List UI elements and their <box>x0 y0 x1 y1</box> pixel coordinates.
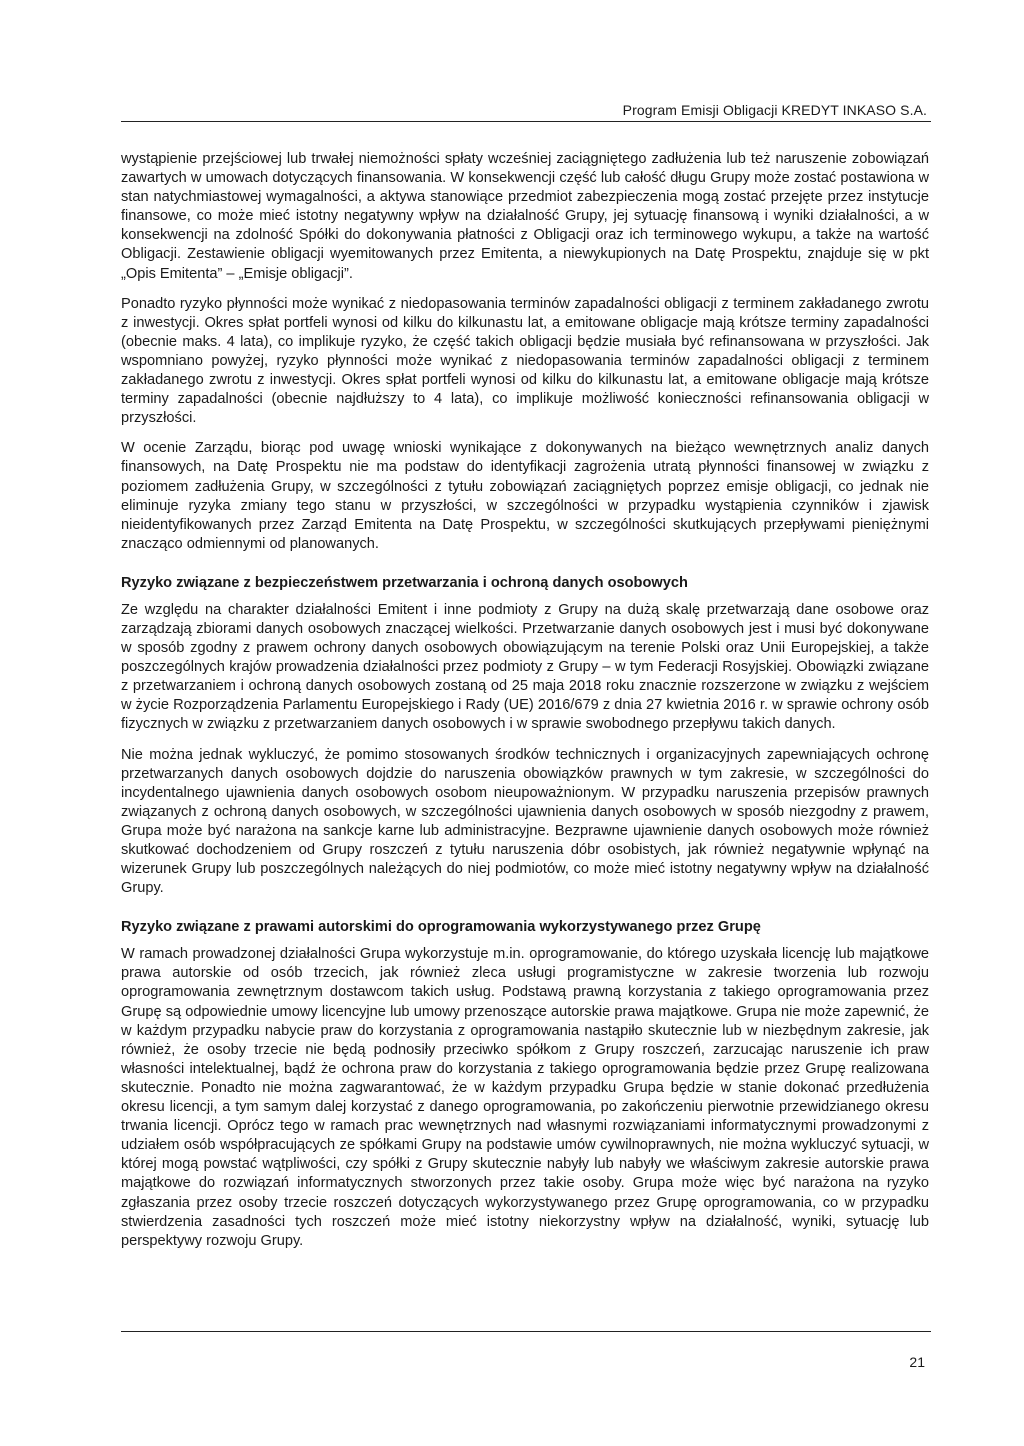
paragraph-management-assessment: W ocenie Zarządu, biorąc pod uwagę wnioski wynikające z dokonywanych na bieżąco wewnętrznych analiz danych finansowych, na Datę Prospektu nie ma podstaw do identyfikacji zagrożenia utratą płynności finansowej w związku z poziomem zadłużenia Grupy, w szczególności z tytułu zobowiązań zaciągniętych poprzez emisje obligacji, co jednak nie eliminuje ryzyka zmiany tego stanu w przyszłości, w szczególności w przypadku wystąpienia czynników i zjawisk nieidentyfikowanych przez Zarząd Emitenta na Datę Prospektu, w szczególności skutkujących przepływami pieniężnymi znacząco odmiennymi od planowanych. <box>121 440 929 552</box>
footer-rule <box>121 1331 931 1332</box>
header-rule <box>121 121 931 122</box>
paragraph-liquidity-debt: wystąpienie przejściowej lub trwałej niemożności spłaty wcześniej zaciągniętego zadłużenia lub też naruszenie zobowiązań zawartych w umowach dotyczących finansowania. W konsekwencji część lub całość długu Grupy może zostać postawiona w stan natychmiastowej wymagalności, a aktywa stanowiące przedmiot zabezpieczenia mogą zostać przejęte przez instytucje finansowe, co może mieć istotny negatywny wpływ na działalność Grupy, jej sytuację finansową i wyniki działalności, a w konsekwencji na zdolność Spółki do dokonywania płatności z Obligacji oraz ich terminowego wykupu, a także na wartość Obligacji. Zestawienie obligacji wyemitowanych przez Emitenta, a niewykupionych na Datę Prospektu, znajduje się w pkt „Opis Emitenta” – „Emisje obligacji”. <box>121 151 929 282</box>
page-number: 21 <box>909 1354 925 1370</box>
paragraph-data-protection-risk: Nie można jednak wykluczyć, że pomimo stosowanych środków technicznych i organizacyjnych zapewniających ochronę przetwarzanych danych osobowych dojdzie do naruszenia obowiązków prawnych w tym zakresie, w szczególności do incydentalnego ujawnienia danych osobowych osobom nieupoważnionym. W przypadku naruszenia przepisów prawnych związanych z ochroną danych osobowych, w szczególności ujawnienia danych osobowych w sposób niezgodny z prawem, Grupa może być narażona na sankcje karne lub administracyjne. Bezprawne ujawnienie danych osobowych może również skutkować dochodzeniem od Grupy roszczeń z tytułu naruszenia dóbr osobistych, jak również negatywnie wpłynąć na wizerunek Grupy lub poszczególnych należących do niej podmiotów, co może mieć istotny negatywny wpływ na działalność Grupy. <box>121 746 929 897</box>
section-heading-data-protection: Ryzyko związane z bezpieczeństwem przetwarzania i ochroną danych osobowych <box>121 574 688 591</box>
paragraph-data-protection-scope: Ze względu na charakter działalności Emitent i inne podmioty z Grupy na dużą skalę przetwarzają dane osobowe oraz zarządzają zbiorami danych osobowych znaczącej wielkości. Przetwarzanie danych osobowych jest i musi być dokonywane w sposób zgodny z prawem ochrony danych osobowych obowiązującym na terenie Polski oraz Unii Europejskiej, a także poszczególnych krajów prowadzenia działalności przez podmioty z Grupy – w tym Federacji Rosyjskiej. Obowiązki związane z przetwarzaniem i ochroną danych osobowych zostaną od 25 maja 2018 roku znacznie rozszerzone w związku z wejściem w życie Rozporządzenia Parlamentu Europejskiego i Rady (UE) 2016/679 z dnia 27 kwietnia 2016 r. w sprawie ochrony osób fizycznych w związku z przetwarzaniem danych osobowych i w sprawie swobodnego przepływu takich danych. <box>121 601 929 733</box>
paragraph-software-copyright: W ramach prowadzonej działalności Grupa wykorzystuje m.in. oprogramowanie, do którego uzyskała licencję lub majątkowe prawa autorskie od osób trzecich, jak również zleca usługi programistyczne w zakresie tworzenia lub rozwoju oprogramowania zewnętrznym dostawcom takich usług. Podstawą prawną korzystania z takiego oprogramowania przez Grupę są odpowiednie umowy licencyjne lub umowy przenoszące autorskie prawa majątkowe. Grupa nie może zapewnić, że w każdym przypadku nabycie praw do korzystania z oprogramowania nastąpiło skutecznie lub w niezbędnym zakresie, jak również, że osoby trzecie nie będą podnosiły przeciwko spółkom z Grupy roszczeń, zarzucając naruszenie ich praw własności intelektualnej, bądź że ochrona praw do korzystania z takiego oprogramowania będzie przez Grupę realizowana skutecznie. Ponadto nie można zagwarantować, że w każdym przypadku Grupa będzie w stanie dokonać przedłużenia okresu licencji, a tym samym dalej korzystać z danego oprogramowania, po zakończeniu pierwotnie przewidzianego okresu trwania licencji. Oprócz tego w ramach prac wewnętrznych nad własnymi rozwiązaniami informatycznymi prowadzonymi z udziałem osób współpracujących ze spółkami Grupy na podstawie umów cywilnoprawnych, nie można wykluczyć sytuacji, w której mogą powstać wątpliwości, czy spółki z Grupy skutecznie nabyły lub nabyły we właściwym zakresie autorskie prawa majątkowe do rozwiązań informatycznych stworzonych przez takie osoby. Grupa może więc być narażona na ryzyko zgłaszania przez osoby trzecie roszczeń dotyczących wykorzystywanego przez Grupę oprogramowania, co w przypadku stwierdzenia zasadności tych roszczeń może mieć istotny niekorzystny wpływ na działalność, wyniki, sytuację lub perspektywy rozwoju Grupy. <box>121 946 929 1249</box>
running-header: Program Emisji Obligacji KREDYT INKASO S.A. <box>622 102 927 118</box>
paragraph-liquidity-maturity: Ponadto ryzyko płynności może wynikać z niedopasowania terminów zapadalności obligacji z terminem zakładanego zwrotu z inwestycji. Okres spłat portfeli wynosi od kilku do kilkunastu lat, a emitowane obligacje mają krótsze terminy zapadalności (obecnie maks. 4 lata), co implikuje ryzyko, że część takich obligacji będzie musiała być refinansowana w przyszłości. Jak wspomniano powyżej, ryzyko płynności może wynikać z niedopasowania terminów zapadalności obligacji z terminem zakładanego zwrotu z inwestycji. Okres spłat portfeli wynosi od kilku do kilkunastu lat, a emitowane obligacje mają krótsze terminy zapadalności (obecnie najdłuższy to 4 lata), co implikuje możliwość konieczności refinansowania obligacji w przyszłości. <box>121 295 929 427</box>
page-body <box>121 150 929 1262</box>
section-heading-software-copyright: Ryzyko związane z prawami autorskimi do oprogramowania wykorzystywanego przez Grupę <box>121 919 761 936</box>
